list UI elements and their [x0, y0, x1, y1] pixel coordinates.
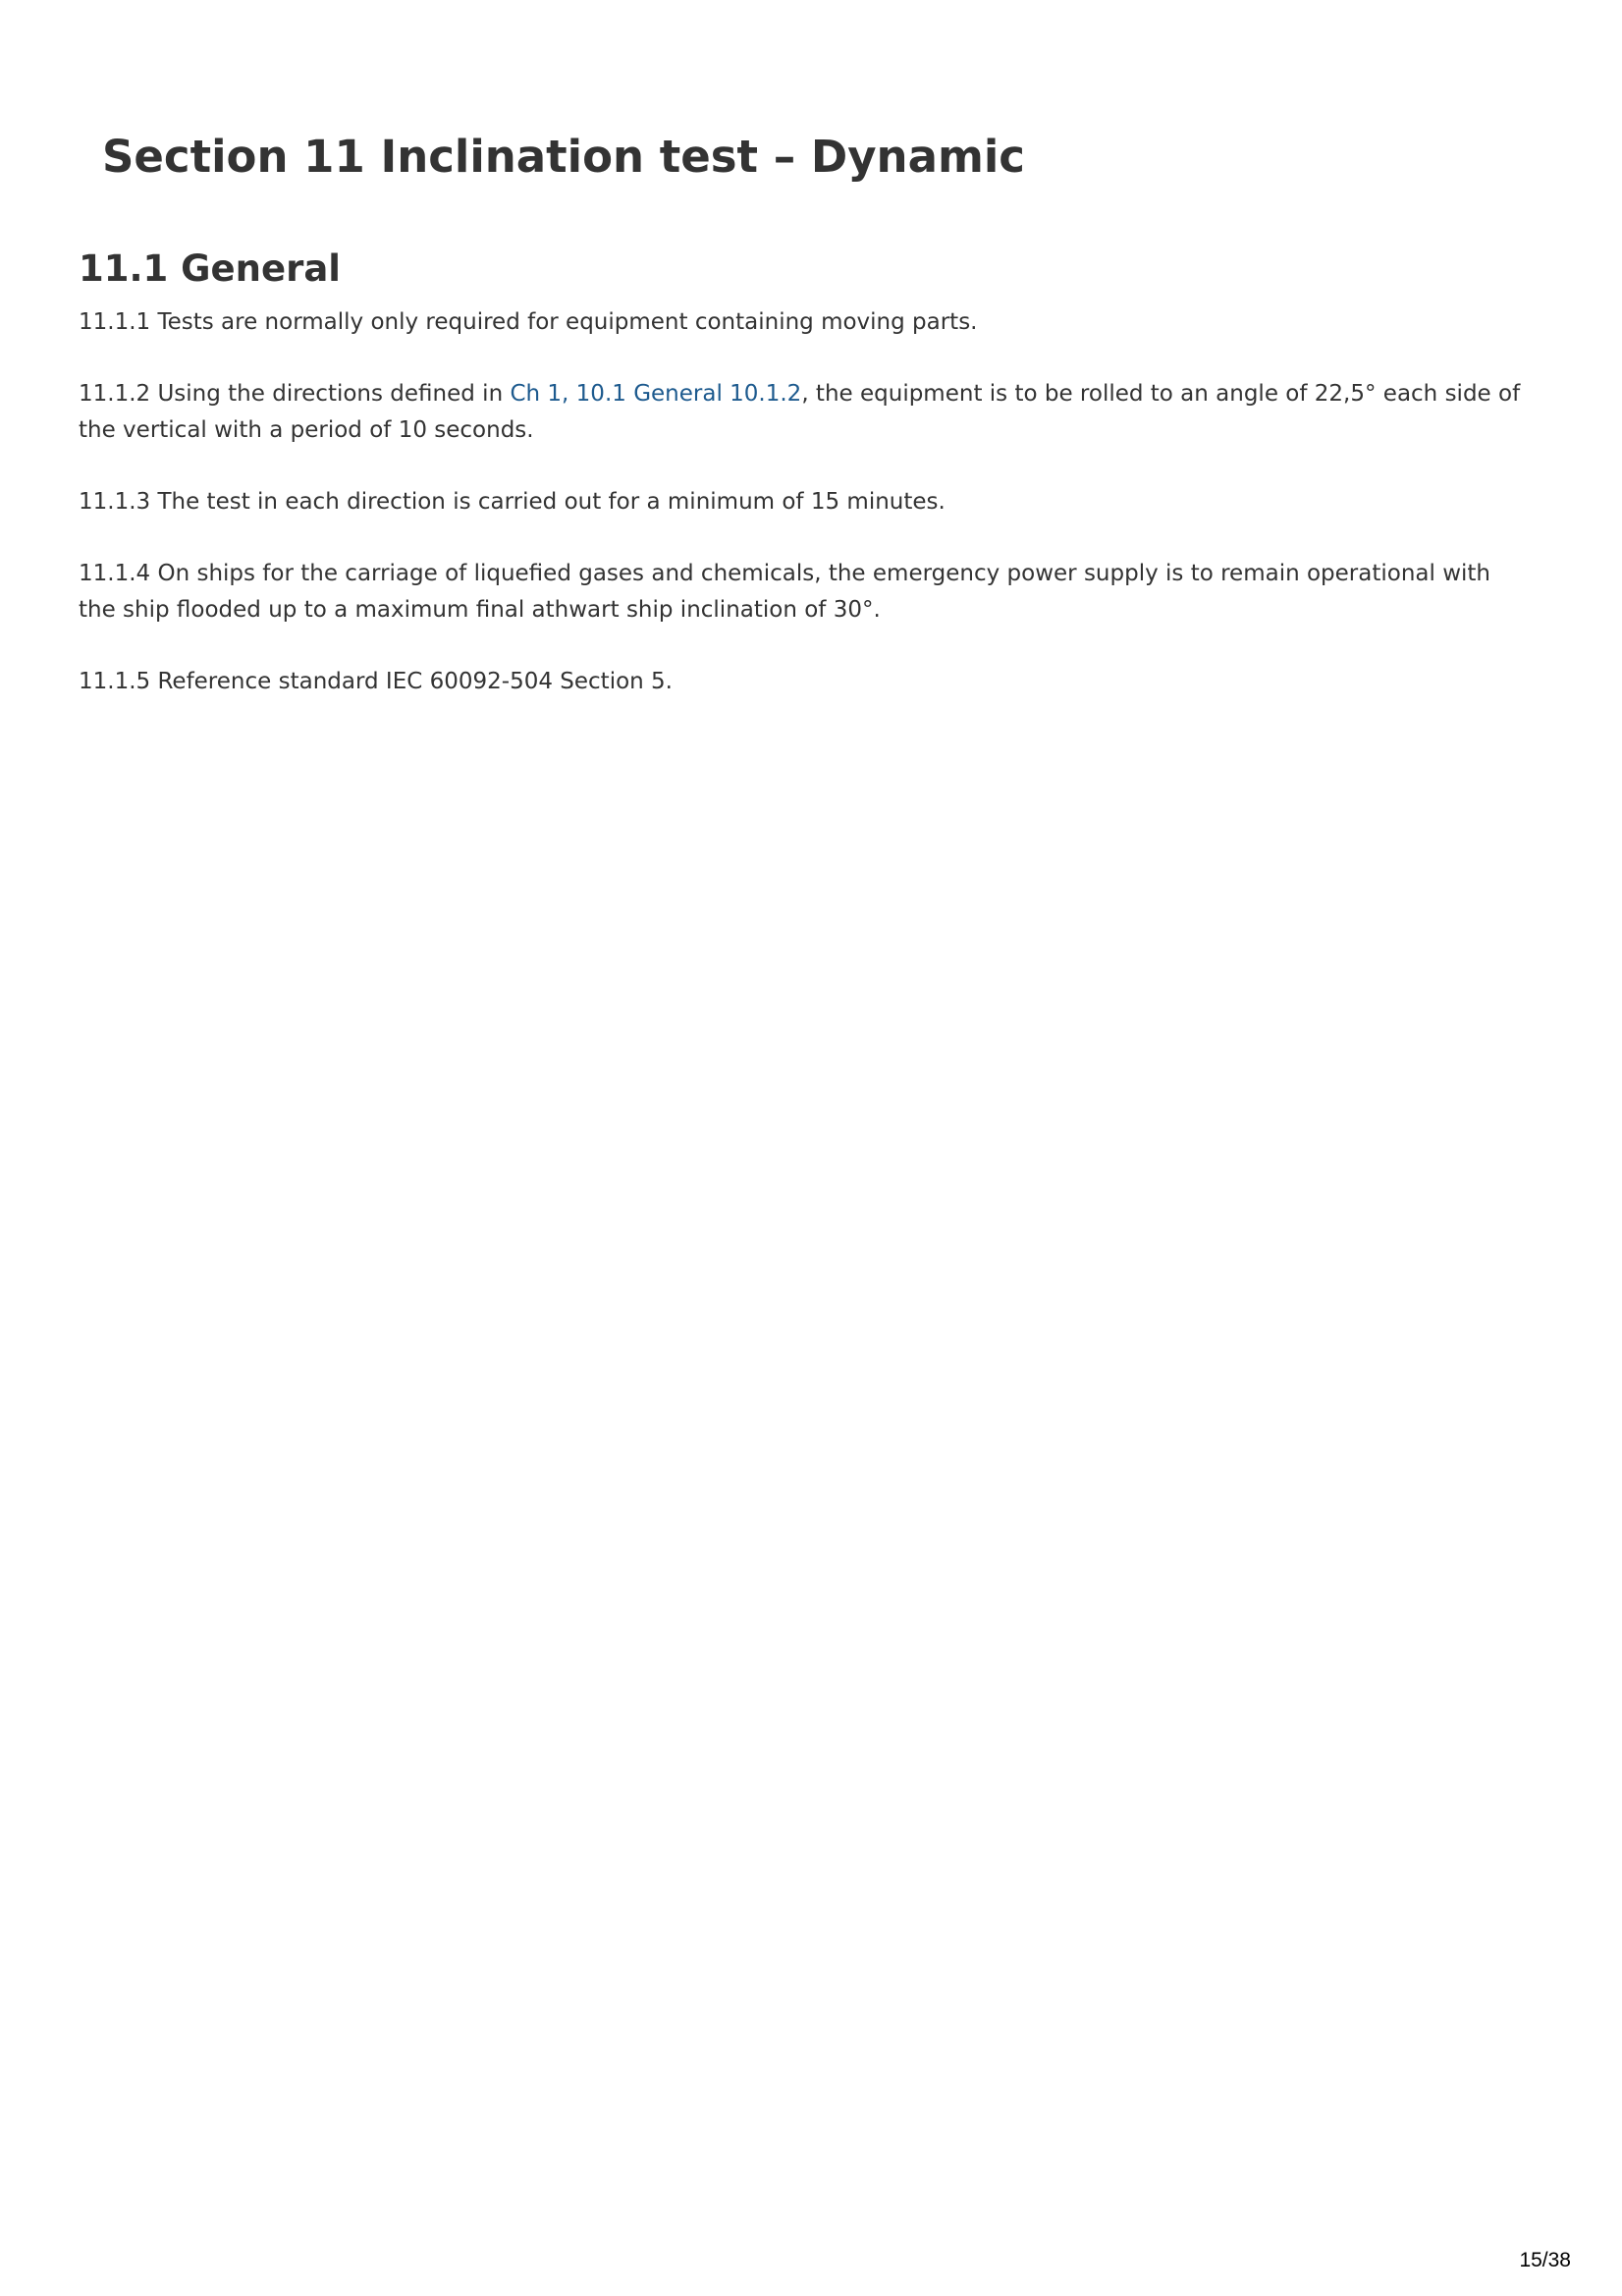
paragraph-11-1-5: 11.1.5 Reference standard IEC 60092-504 Section 5.	[79, 669, 673, 694]
paragraph-11-1-1: 11.1.1 Tests are normally only required for equipment containing moving parts.	[79, 309, 978, 335]
paragraph-11-1-2-text-end: , the equipment is to be rolled to an angle of 22,5° each side of the vertical with a period of 10 seconds.	[79, 381, 1521, 443]
page-number: 15/38	[1519, 2249, 1571, 2271]
paragraph-11-1-4: 11.1.4 On ships for the carriage of liquefied gases and chemicals, the emergency power supply is to remain operational with the ship flooded up to a maximum final athwart ship inclination of 30°.	[79, 561, 1490, 623]
cross-reference-link[interactable]: Ch 1, 10.1 General 10.1.2	[510, 381, 802, 407]
section-title: Section 11 Inclination test – Dynamic	[102, 131, 1025, 183]
paragraph-11-1-3: 11.1.3 The test in each direction is carried out for a minimum of 15 minutes.	[79, 489, 946, 515]
section-content	[79, 304, 1532, 736]
paragraph-11-1-2	[79, 376, 1532, 449]
subsection-title: 11.1 General	[79, 247, 341, 290]
paragraph-11-1-2-text-start: 11.1.2 Using the directions defined in	[79, 381, 511, 407]
